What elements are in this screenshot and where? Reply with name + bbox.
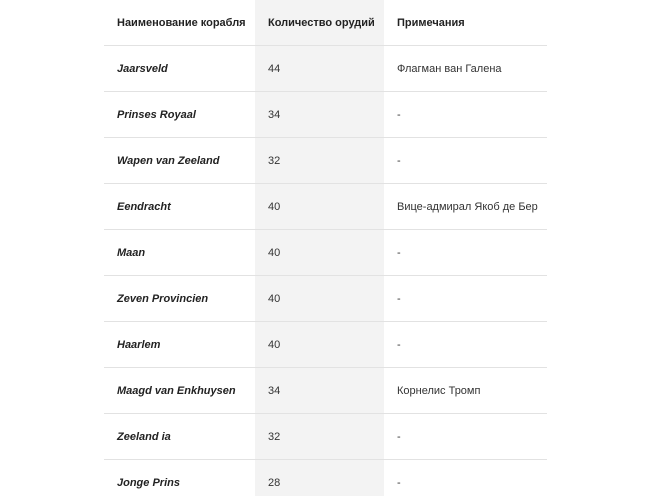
table-row	[104, 184, 547, 230]
ship-name-cell: Haarlem	[104, 322, 255, 368]
gun-count-cell: 44	[255, 46, 384, 92]
notes-cell: Вице-адмирал Якоб де Бер	[384, 184, 547, 230]
notes-cell: -	[384, 322, 547, 368]
notes-cell: -	[384, 276, 547, 322]
gun-count-cell: 34	[255, 368, 384, 414]
ships-table	[104, 0, 547, 496]
ship-name-cell: Zeven Provincien	[104, 276, 255, 322]
table-row	[104, 368, 547, 414]
ship-name-cell: Maagd van Enkhuysen	[104, 368, 255, 414]
header-ship-name: Наименование корабля	[104, 0, 255, 46]
gun-count-cell: 40	[255, 322, 384, 368]
header-row	[104, 0, 547, 46]
gun-count-cell: 40	[255, 184, 384, 230]
gun-count-cell: 40	[255, 276, 384, 322]
table-row	[104, 138, 547, 184]
table-body	[104, 46, 547, 496]
gun-count-cell: 32	[255, 414, 384, 460]
notes-cell: -	[397, 476, 401, 489]
gun-count-cell: 28	[255, 460, 384, 496]
table-row	[104, 322, 547, 368]
table-row	[104, 276, 547, 322]
gun-count-cell: 40	[255, 230, 384, 276]
gun-count-cell: 34	[255, 92, 384, 138]
ship-name-cell: Jaarsveld	[104, 46, 255, 92]
ship-name-cell: Eendracht	[104, 184, 255, 230]
table-row	[104, 46, 547, 92]
notes-cell: -	[384, 230, 547, 276]
header-gun-count: Количество орудий	[255, 0, 384, 46]
notes-cell: Флагман ван Галена	[384, 46, 547, 92]
notes-cell: -	[384, 414, 547, 460]
table-row	[104, 414, 547, 460]
notes-cell: -	[384, 138, 547, 184]
ship-name-cell: Zeeland ia	[104, 414, 255, 460]
table-row	[104, 230, 547, 276]
ship-name-cell: Jonge Prins	[117, 476, 180, 489]
table-row	[104, 460, 547, 496]
ship-name-cell: Wapen van Zeeland	[104, 138, 255, 184]
notes-cell: -	[384, 92, 547, 138]
notes-cell: Корнелис Тромп	[384, 368, 547, 414]
header-notes: Примечания	[384, 0, 547, 46]
ship-name-cell: Prinses Royaal	[104, 92, 255, 138]
table-row	[104, 92, 547, 138]
table-header	[104, 0, 547, 46]
gun-count-cell: 32	[255, 138, 384, 184]
ship-name-cell: Maan	[104, 230, 255, 276]
